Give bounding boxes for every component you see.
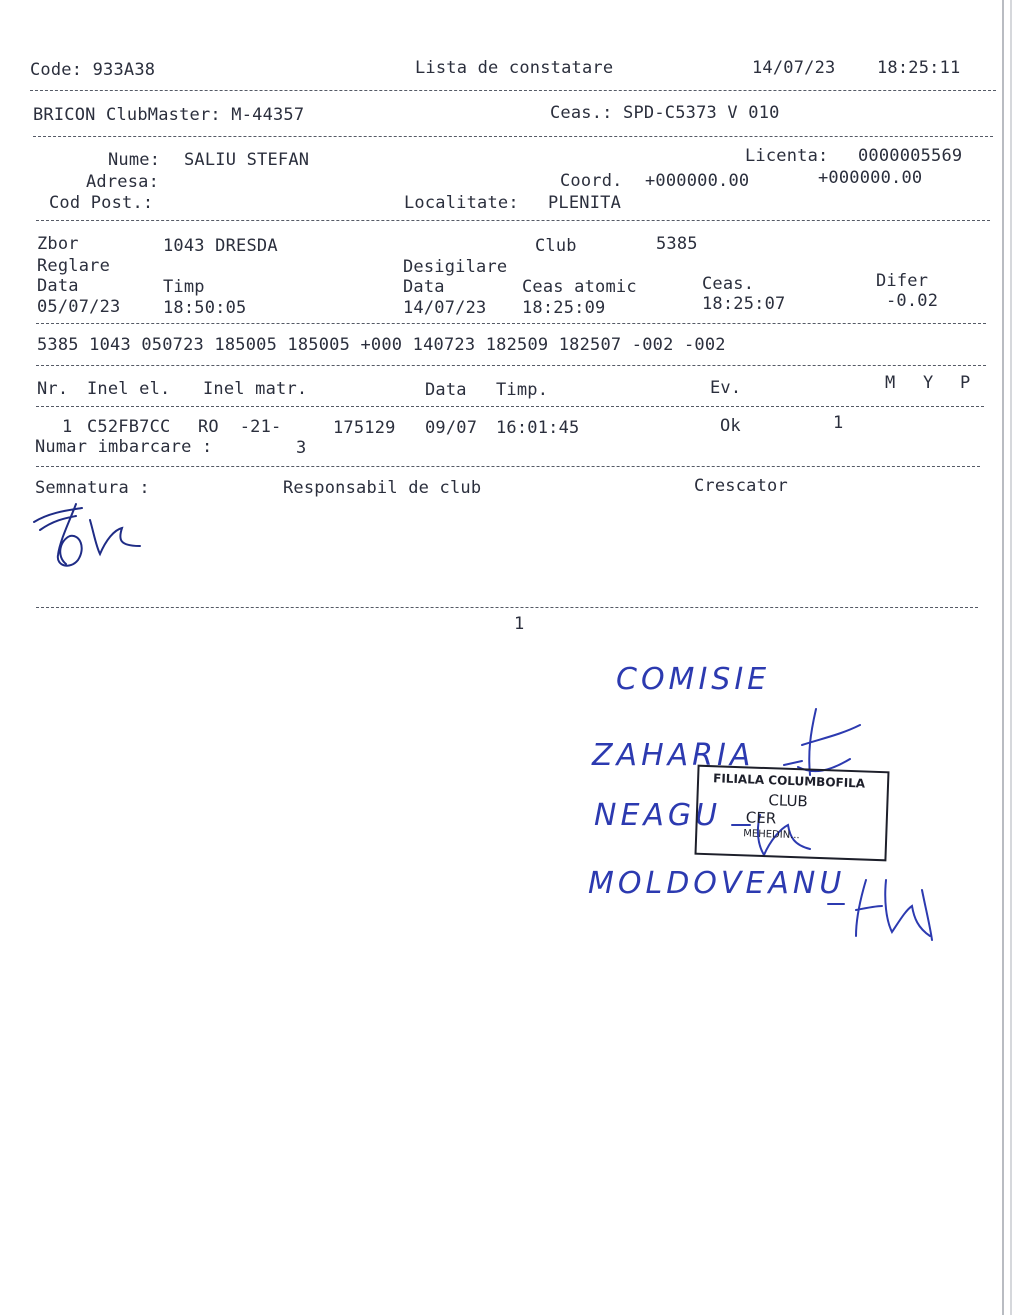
row-inel-matr: RO -21- [198,417,282,437]
localitate-value: PLENITA [548,193,622,213]
row-timp: 16:01:45 [496,418,580,438]
stamp-line-2: CLUB [768,791,809,811]
handwritten-name-1: ZAHARIA [592,738,755,773]
semnatura-label: Semnatura : [35,478,150,498]
header-nr: Nr. [37,379,69,399]
page-edge-line [1010,0,1012,1315]
stamp-line-3: CER [745,808,777,828]
zbor-value: 1043 DRESDA [163,236,278,256]
row-number: 175129 [333,418,396,438]
responsabil-label: Responsabil de club [283,478,482,498]
clubmaster-id: BRICON ClubMaster: M-44357 [33,105,305,125]
document-title: Lista de constatare [415,58,614,78]
reglare-label: Reglare [37,256,111,276]
crescator-label: Crescator [694,476,788,496]
header-y: Y [923,373,934,393]
page-number: 1 [514,614,525,634]
localitate-label: Localitate: [404,193,519,213]
divider [36,607,978,608]
code-line: 5385 1043 050723 185005 185005 +000 140723 182509 182507 -002 -002 [37,335,726,355]
reglare-timp: 18:50:05 [163,298,247,318]
ceas-atomic-label: Ceas atomic [522,277,637,297]
club-label: Club [535,236,577,256]
licenta-value: 0000005569 [858,146,963,166]
row-nr: 1 [62,417,73,437]
signature-dash-3 [826,870,946,945]
reglare-data: 05/07/23 [37,297,121,317]
imbarcare-label: Numar imbarcare : [35,437,213,457]
zbor-label: Zbor [37,234,79,254]
divider [30,90,996,91]
data-label-2: Data [403,277,445,297]
header-m: M [885,373,896,393]
data-label: Data [37,276,79,296]
imbarcare-value: 3 [296,438,307,458]
row-ev: Ok [720,416,741,436]
divider [36,220,990,221]
divider [36,323,986,324]
page-edge-line [1002,0,1004,1315]
licenta-label: Licenta: [745,146,829,166]
header-time: 18:25:11 [877,58,961,78]
ceas-value: 18:25:07 [702,294,786,314]
handwritten-signature [30,500,150,575]
divider [36,365,986,366]
header-data: Data [425,380,467,400]
club-value: 5385 [656,234,698,254]
handwritten-name-2: NEAGU [594,798,722,833]
cod-post-label: Cod Post.: [49,193,154,213]
nume-value: SALIU STEFAN [184,150,310,170]
stamp-line-1: FILIALA COLUMBOFILA [712,771,866,791]
ceas-id: Ceas.: SPD-C5373 V 010 [550,103,780,123]
coord-value-2: +000000.00 [818,168,923,188]
stamp-line-4: MEHEDIN... [743,828,800,842]
ceas-atomic-value: 18:25:09 [522,298,606,318]
desigilare-label: Desigilare [403,257,508,277]
difer-label: Difer [876,271,929,291]
divider [36,406,984,407]
header-ev: Ev. [710,378,742,398]
handwritten-comisie: COMISIE [616,662,771,697]
nume-label: Nume: [108,150,161,170]
adresa-label: Adresa: [86,172,160,192]
ceas-label: Ceas. [702,274,755,294]
code-label: Code: 933A38 [30,60,156,80]
row-data: 09/07 [425,418,478,438]
row-m: 1 [833,413,844,433]
divider [33,136,993,137]
divider [36,466,980,467]
header-date: 14/07/23 [752,58,836,78]
difer-value: -0.02 [886,291,939,311]
desigilare-data: 14/07/23 [403,298,487,318]
header-inel-el: Inel el. [87,379,171,399]
coord-value-1: +000000.00 [645,171,750,191]
header-timp: Timp. [496,380,549,400]
handwritten-name-3: MOLDOVEANU [588,866,846,901]
coord-label: Coord. [560,171,623,191]
club-stamp [694,765,889,862]
timp-label: Timp [163,277,205,297]
header-p: P [960,373,971,393]
row-inel-el: C52FB7CC [87,417,171,437]
header-inel-matr: Inel matr. [203,379,308,399]
